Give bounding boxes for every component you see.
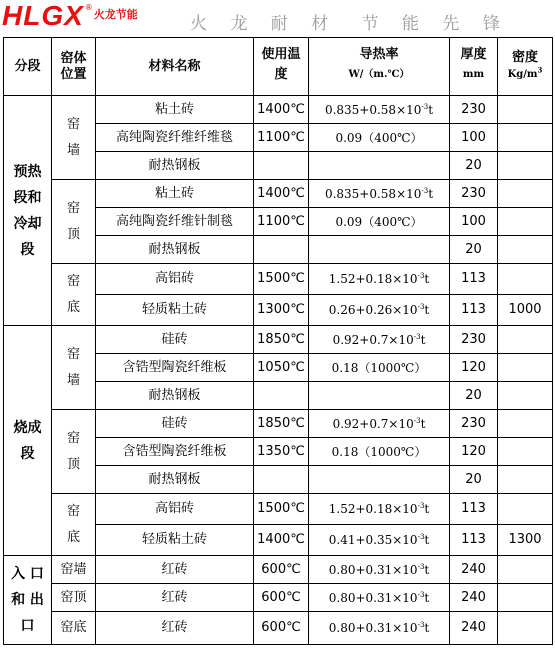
conductivity-cell: $0.80+0.31\times 10^{-3}t$	[309, 556, 450, 584]
thickness-cell: 113	[450, 494, 498, 525]
temperature-cell	[254, 466, 309, 494]
density-cell	[498, 264, 553, 295]
segment-cell: 预热 段和 冷却 段	[4, 96, 52, 326]
position-cell: 窑 顶	[52, 410, 96, 494]
table-row	[4, 612, 553, 645]
material-cell: 耐热钢板	[96, 236, 254, 264]
temperature-cell: 1100℃	[254, 124, 309, 152]
position-cell: 窑 底	[52, 494, 96, 556]
table-row	[4, 180, 553, 208]
density-cell	[498, 438, 553, 466]
conductivity-cell: $0.92+0.7\times 10^{-3}t$	[309, 326, 450, 354]
density-cell	[498, 612, 553, 645]
temperature-cell: 1100℃	[254, 208, 309, 236]
conductivity-cell	[309, 152, 450, 180]
temperature-cell: 1350℃	[254, 438, 309, 466]
material-cell: 耐热钢板	[96, 382, 254, 410]
header-thickness: 厚度 mm	[450, 38, 498, 96]
thickness-cell: 240	[450, 612, 498, 645]
thickness-cell: 100	[450, 208, 498, 236]
density-cell	[498, 180, 553, 208]
temperature-cell: 1400℃	[254, 96, 309, 124]
slogan	[190, 9, 519, 34]
position-cell: 窑底	[52, 612, 96, 645]
temperature-cell: 600℃	[254, 556, 309, 584]
material-cell: 轻质粘土砖	[96, 525, 254, 556]
conductivity-cell: 0.18（1000℃）	[309, 438, 450, 466]
table-row	[4, 584, 553, 612]
thickness-cell: 20	[450, 466, 498, 494]
temperature-cell	[254, 236, 309, 264]
density-cell	[498, 410, 553, 438]
conductivity-cell: $0.92+0.7\times 10^{-3}t$	[309, 410, 450, 438]
header-position: 窑体 位置	[52, 38, 96, 96]
header-segment: 分段	[4, 38, 52, 96]
material-cell: 含锆型陶瓷纤维板	[96, 354, 254, 382]
thickness-cell: 120	[450, 438, 498, 466]
material-cell: 高铝砖	[96, 494, 254, 525]
conductivity-cell: 0.18（1000℃）	[309, 354, 450, 382]
conductivity-cell	[309, 382, 450, 410]
temperature-cell: 1500℃	[254, 264, 309, 295]
material-cell: 红砖	[96, 584, 254, 612]
thickness-cell: 230	[450, 180, 498, 208]
conductivity-cell: $0.80+0.31\times 10^{-3}t$	[309, 612, 450, 645]
position-cell: 窑顶	[52, 584, 96, 612]
table-row	[4, 494, 553, 525]
density-cell	[498, 152, 553, 180]
thickness-cell: 120	[450, 354, 498, 382]
density-cell	[498, 382, 553, 410]
material-cell: 粘土砖	[96, 180, 254, 208]
conductivity-cell	[309, 466, 450, 494]
conductivity-cell: 0.09（400℃）	[309, 208, 450, 236]
material-cell: 红砖	[96, 612, 254, 645]
table-row	[4, 410, 553, 438]
conductivity-cell: $0.835+0.58\times 10^{-3}t$	[309, 96, 450, 124]
thickness-cell: 20	[450, 382, 498, 410]
conductivity-cell: $1.52+0.18\times 10^{-3}t$	[309, 494, 450, 525]
table-row	[4, 264, 553, 295]
material-cell: 红砖	[96, 556, 254, 584]
thickness-cell: 100	[450, 124, 498, 152]
thickness-cell: 240	[450, 556, 498, 584]
temperature-cell: 600℃	[254, 612, 309, 645]
thickness-cell: 113	[450, 525, 498, 556]
conductivity-cell: $0.835+0.58\times 10^{-3}t$	[309, 180, 450, 208]
header-density: 密度 $Kg/m^3$	[498, 38, 553, 96]
temperature-cell: 1850℃	[254, 410, 309, 438]
density-cell	[498, 466, 553, 494]
position-cell: 窑 顶	[52, 180, 96, 264]
temperature-cell: 1300℃	[254, 295, 309, 326]
conductivity-cell: $0.41+0.35\times 10^{-3}t$	[309, 525, 450, 556]
thickness-cell: 20	[450, 152, 498, 180]
position-cell: 窑 底	[52, 264, 96, 326]
segment-cell: 烧成 段	[4, 326, 52, 556]
position-cell: 窑墙	[52, 556, 96, 584]
density-cell	[498, 236, 553, 264]
thickness-cell: 113	[450, 264, 498, 295]
density-cell	[498, 584, 553, 612]
table-row	[4, 556, 553, 584]
table-row	[4, 96, 553, 124]
temperature-cell	[254, 382, 309, 410]
density-cell	[498, 354, 553, 382]
material-cell: 高纯陶瓷纤维针制毯	[96, 208, 254, 236]
material-cell: 耐热钢板	[96, 152, 254, 180]
conductivity-cell: 0.09（400℃）	[309, 124, 450, 152]
position-cell: 窑 墙	[52, 326, 96, 410]
temperature-cell: 1400℃	[254, 525, 309, 556]
density-cell: 1300	[498, 525, 553, 556]
material-cell: 硅砖	[96, 326, 254, 354]
density-cell	[498, 494, 553, 525]
temperature-cell: 1400℃	[254, 180, 309, 208]
slogan-part-2: 节 能 先 锋	[361, 14, 509, 34]
segment-cell: 入 口 和 出 口	[4, 556, 52, 645]
density-cell	[498, 124, 553, 152]
material-cell: 轻质粘土砖	[96, 295, 254, 326]
temperature-cell: 600℃	[254, 584, 309, 612]
hlgx-logo	[2, 1, 138, 35]
density-cell	[498, 96, 553, 124]
materials-table	[3, 37, 553, 645]
registered-mark: ®	[84, 3, 93, 12]
density-cell	[498, 556, 553, 584]
header-material: 材料名称	[96, 38, 254, 96]
header-conductivity: 导热率 W/（m.℃）	[309, 38, 450, 96]
temperature-cell: 1850℃	[254, 326, 309, 354]
conductivity-cell	[309, 236, 450, 264]
header-temperature: 使用温 度	[254, 38, 309, 96]
thickness-cell: 230	[450, 410, 498, 438]
thickness-cell: 113	[450, 295, 498, 326]
table-row	[4, 326, 553, 354]
thickness-cell: 230	[450, 96, 498, 124]
material-cell: 高铝砖	[96, 264, 254, 295]
temperature-cell: 1050℃	[254, 354, 309, 382]
material-cell: 含锆型陶瓷纤维板	[96, 438, 254, 466]
slogan-part-1: 火 龙 耐 材	[190, 14, 338, 34]
material-cell: 硅砖	[96, 410, 254, 438]
density-cell	[498, 326, 553, 354]
temperature-cell: 1500℃	[254, 494, 309, 525]
position-cell: 窑 墙	[52, 96, 96, 180]
thickness-cell: 20	[450, 236, 498, 264]
material-cell: 耐热钢板	[96, 466, 254, 494]
temperature-cell	[254, 152, 309, 180]
logo-subtitle: 火龙节能	[93, 8, 138, 21]
material-cell: 粘土砖	[96, 96, 254, 124]
thickness-cell: 230	[450, 326, 498, 354]
conductivity-cell: $0.26+0.26\times 10^{-3}t$	[309, 295, 450, 326]
conductivity-cell: $0.80+0.31\times 10^{-3}t$	[309, 584, 450, 612]
thickness-cell: 240	[450, 584, 498, 612]
density-cell	[498, 208, 553, 236]
conductivity-cell: $1.52+0.18\times 10^{-3}t$	[309, 264, 450, 295]
header-row	[4, 38, 553, 96]
page-header	[0, 0, 555, 38]
density-cell: 1000	[498, 295, 553, 326]
logo-text: HLGX	[2, 0, 84, 31]
material-cell: 高纯陶瓷纤维纤维毯	[96, 124, 254, 152]
